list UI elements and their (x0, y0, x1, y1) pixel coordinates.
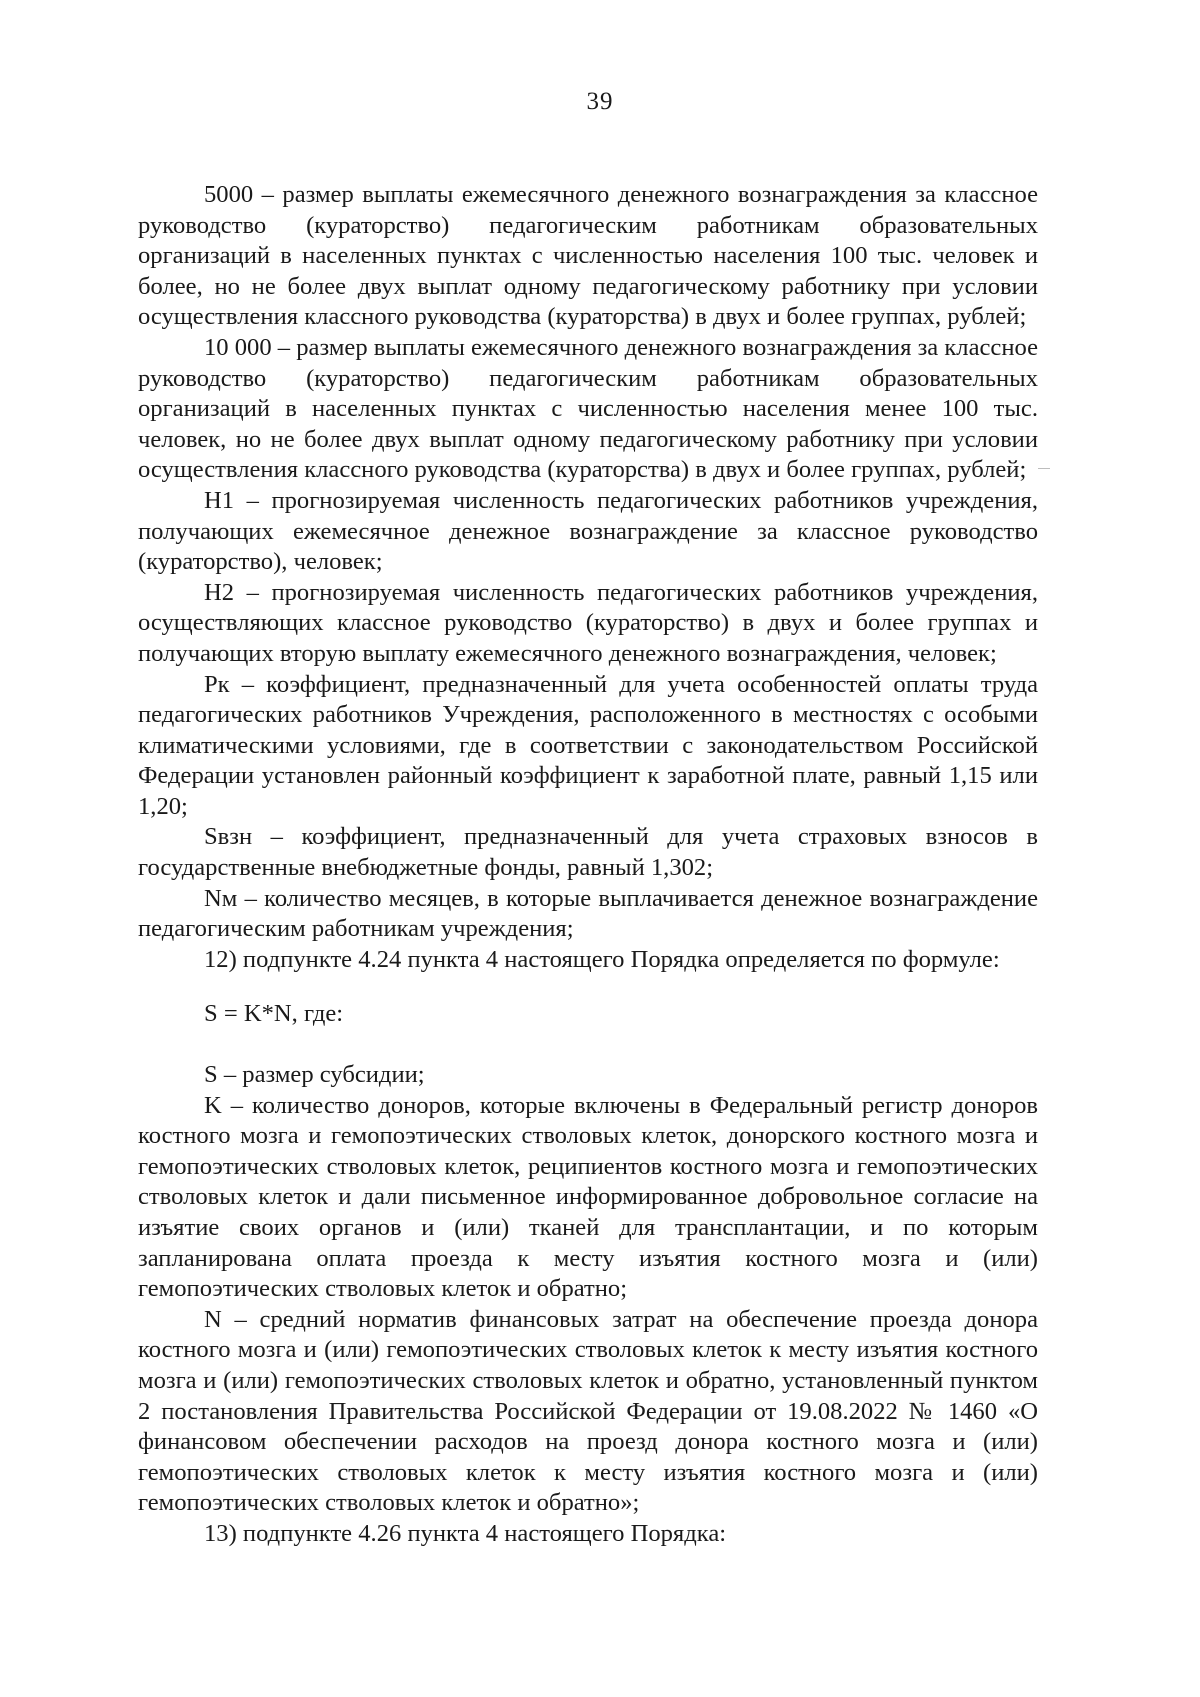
paragraph-n2-definition: Н2 – прогнозируемая численность педагогических работников учреждения, осуществляющих классное руководство (кураторство) в двух и более группах и получающих вторую выплату ежемесячного денежного вознаграждения, человек; (138, 578, 1038, 667)
paragraph-s-definition: S – размер субсидии; (204, 1061, 425, 1089)
page-number: 39 (586, 88, 614, 115)
paragraph-n-definition: N – средний норматив финансовых затрат на обеспечение проезда донора костного мозга и (или) гемопоэтических стволовых клеток к месту изъятия костного мозга и (или) гемопоэтических стволовых клеток и обратно, установленный пунктом 2 постановления Правительства Российской Федерации от 19.08.2022 № 1460 «О финансовом обеспечении расходов на проезд донора костного мозга и (или) гемопоэтических стволовых клеток к месту изъятия костного мозга и (или) гемопоэтических стволовых клеток и обратно»; (138, 1305, 1038, 1517)
paragraph-item-12: 12) подпункте 4.24 пункта 4 настоящего Порядка определяется по формуле: (204, 945, 1000, 973)
document-body (138, 180, 1038, 1550)
paragraph-10000-payment: 10 000 – размер выплаты ежемесячного денежного вознаграждения за классное руководство (кураторство) педагогическим работникам образовательных организаций в населенных пунктах с численностью населения менее 100 тыс. человек, но не более двух выплат одному педагогическому работнику при условии осуществления классного руководства (кураторства) в двух и более группах, рублей; (138, 333, 1038, 484)
paragraph-n1-definition: Н1 – прогнозируемая численность педагогических работников учреждения, получающих ежемесячное денежное вознаграждение за классное руководство (кураторство), человек; (138, 486, 1038, 576)
scan-mark (1038, 468, 1050, 469)
paragraph-svzn-definition: Sвзн – коэффициент, предназначенный для учета страховых взносов в государственные внебюджетные фонды, равный 1,302; (138, 823, 1038, 882)
formula: S = K*N, где: (204, 1000, 344, 1028)
paragraph-5000-payment: 5000 – размер выплаты ежемесячного денежного вознаграждения за классное руководство (кураторство) педагогическим работникам образовательных организаций в населенных пунктах с численностью населения 100 тыс. человек и более, но не более двух выплат одному педагогическому работнику при условии осуществления классного руководства (кураторства) в двух и более группах, рублей; (138, 181, 1038, 331)
paragraph-nm-definition: Nм – количество месяцев, в которые выплачивается денежное вознаграждение педагогическим работникам учреждения; (138, 884, 1038, 943)
paragraph-rk-definition: Рк – коэффициент, предназначенный для учета особенностей оплаты труда педагогических работников Учреждения, расположенного в местностях с особыми климатическими условиями, где в соответствии с законодательством Российской Федерации установлен районный коэффициент к заработной плате, равный 1,15 или 1,20; (138, 670, 1038, 820)
paragraph-k-definition: K – количество доноров, которые включены в Федеральный регистр доноров костного мозга и гемопоэтических стволовых клеток, донорского костного мозга и гемопоэтических стволовых клеток, реципиентов костного мозга и гемопоэтических стволовых клеток и дали письменное информированное добровольное согласие на изъятие своих органов и (или) тканей для трансплантации, и по которым запланирована оплата проезда к месту изъятия костного мозга и (или) гемопоэтических стволовых клеток и обратно; (138, 1091, 1038, 1303)
paragraph-item-13: 13) подпункте 4.26 пункта 4 настоящего Порядка: (204, 1519, 727, 1547)
